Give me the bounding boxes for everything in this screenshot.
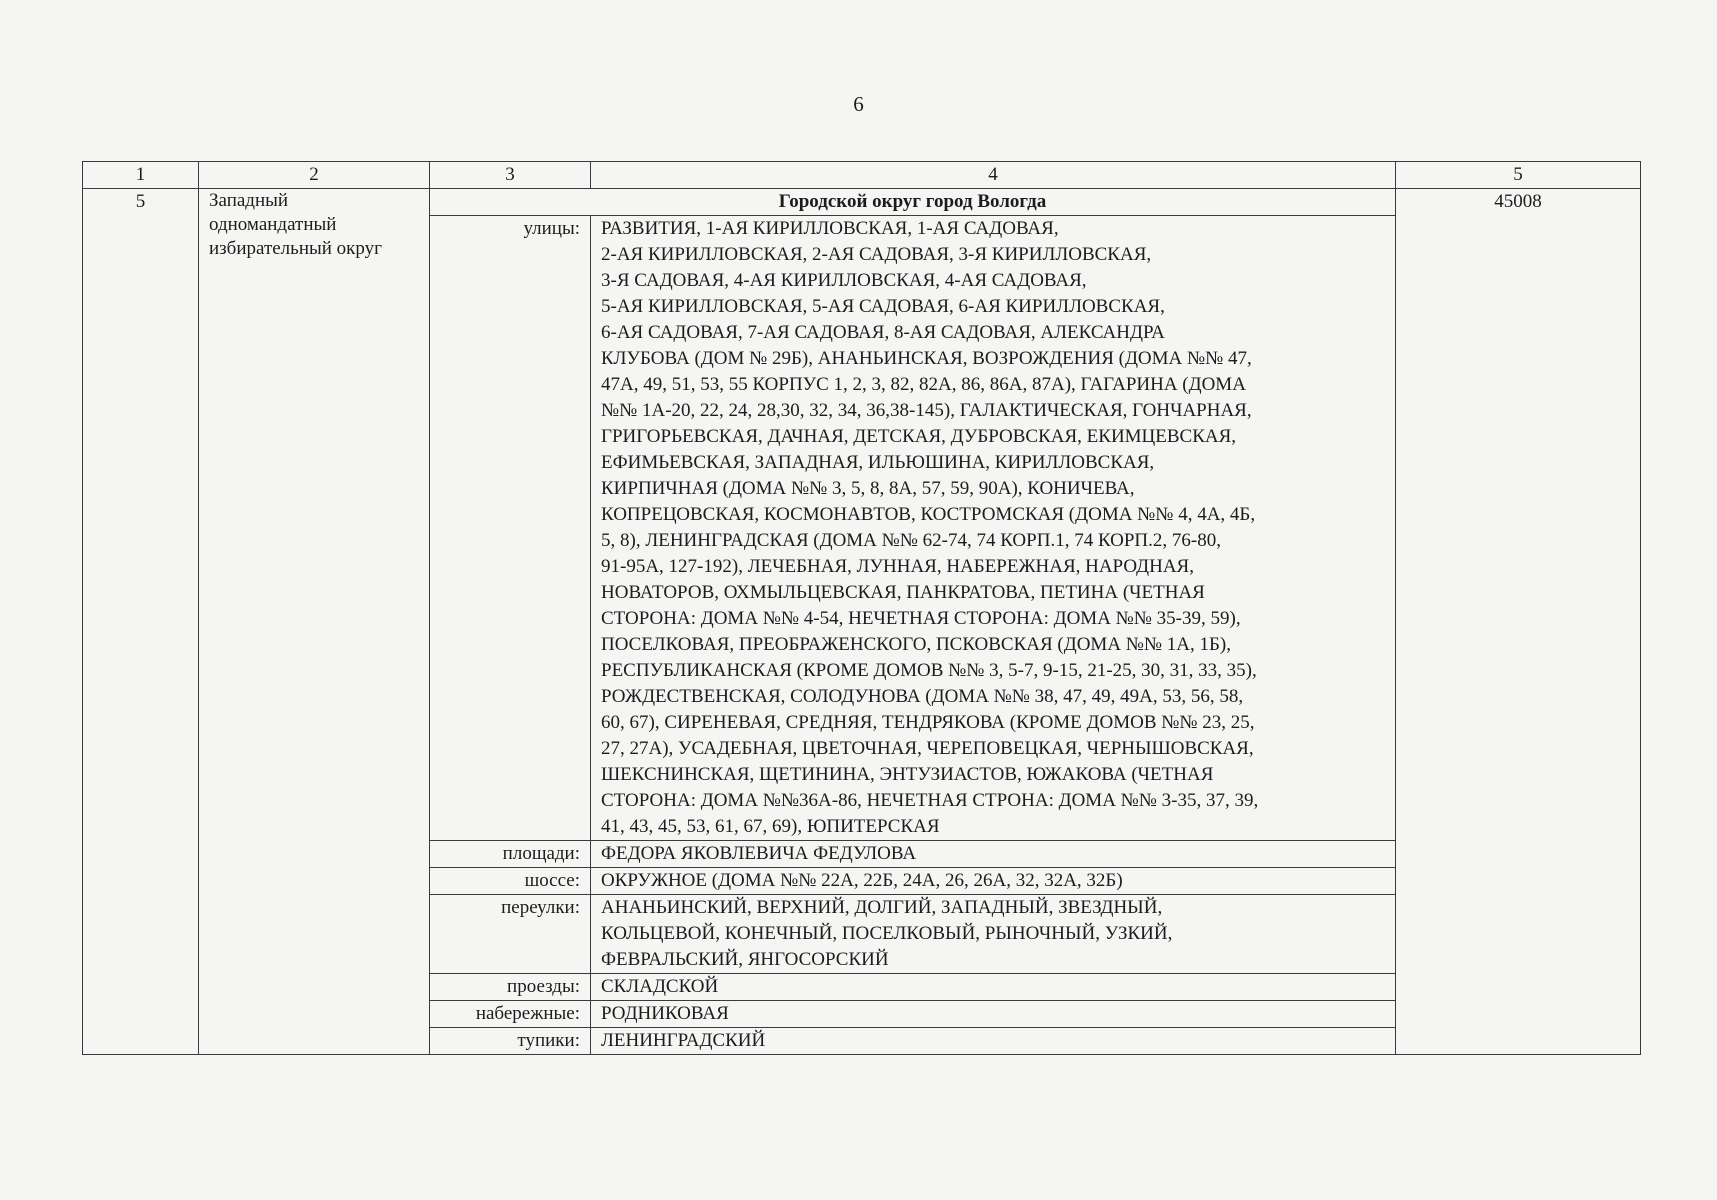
value-line: 91-95А, 127-192), ЛЕЧЕБНАЯ, ЛУННАЯ, НАБЕРЕЖНАЯ, НАРОДНАЯ, (601, 556, 1194, 577)
municipality-title: Городской округ город Вологда (430, 189, 1396, 216)
value-line: НОВАТОРОВ, ОХМЫЛЬЦЕВСКАЯ, ПАНКРАТОВА, ПЕТИНА (ЧЕТНАЯ (601, 582, 1205, 603)
value-line: ГРИГОРЬЕВСКАЯ, ДАЧНАЯ, ДЕТСКАЯ, ДУБРОВСКАЯ, ЕКИМЦЕВСКАЯ, (601, 426, 1237, 447)
value-line: РАЗВИТИЯ, 1-АЯ КИРИЛЛОВСКАЯ, 1-АЯ САДОВАЯ, (601, 218, 1059, 239)
value-line: СТОРОНА: ДОМА №№ 4-54, НЕЧЕТНАЯ СТОРОНА: ДОМА №№ 35-39, 59), (601, 608, 1241, 629)
column-header-1: 1 (83, 162, 199, 189)
value-line: ШЕКСНИНСКАЯ, ЩЕТИНИНА, ЭНТУЗИАСТОВ, ЮЖАКОВА (ЧЕТНАЯ (601, 764, 1214, 785)
value-line: РОЖДЕСТВЕНСКАЯ, СОЛОДУНОВА (ДОМА №№ 38, 47, 49, 49А, 53, 56, 58, (601, 686, 1244, 707)
value-line: КИРПИЧНАЯ (ДОМА №№ 3, 5, 8, 8А, 57, 59, 90А), КОНИЧЕВА, (601, 478, 1135, 499)
value-line: 5-АЯ КИРИЛЛОВСКАЯ, 5-АЯ САДОВАЯ, 6-АЯ КИРИЛЛОВСКАЯ, (601, 296, 1165, 317)
column-header-3: 3 (430, 162, 591, 189)
district-number: 5 (83, 189, 199, 1055)
category-values (591, 216, 1396, 841)
value-line: 47А, 49, 51, 53, 55 КОРПУС 1, 2, 3, 82, 82А, 86, 86А, 87А), ГАГАРИНА (ДОМА (601, 374, 1246, 395)
page-number: 6 (853, 92, 864, 116)
category-label: проезды: (430, 974, 591, 1001)
value-line: 5, 8), ЛЕНИНГРАДСКАЯ (ДОМА №№ 62-74, 74 КОРП.1, 74 КОРП.2, 76-80, (601, 530, 1221, 551)
column-header-4: 4 (591, 162, 1396, 189)
value-line: СКЛАДСКОЙ (601, 976, 719, 997)
category-label: переулки: (430, 895, 591, 974)
value-line: 2-АЯ КИРИЛЛОВСКАЯ, 2-АЯ САДОВАЯ, 3-Я КИРИЛЛОВСКАЯ, (601, 244, 1152, 265)
value-line: ОКРУЖНОЕ (ДОМА №№ 22А, 22Б, 24А, 26, 26А, 32, 32А, 32Б) (601, 870, 1123, 891)
value-line: КЛУБОВА (ДОМ № 29Б), АНАНЬИНСКАЯ, ВОЗРОЖДЕНИЯ (ДОМА №№ 47, (601, 348, 1252, 369)
value-line: №№ 1А-20, 22, 24, 28,30, 32, 34, 36,38-145), ГАЛАКТИЧЕСКАЯ, ГОНЧАРНАЯ, (601, 400, 1252, 421)
table-row (83, 189, 1641, 216)
value-line: РЕСПУБЛИКАНСКАЯ (КРОМЕ ДОМОВ №№ 3, 5-7, 9-15, 21-25, 30, 31, 33, 35), (601, 660, 1257, 681)
column-header-5: 5 (1396, 162, 1641, 189)
category-label: шоссе: (430, 868, 591, 895)
value-line: ФЕДОРА ЯКОВЛЕВИЧА ФЕДУЛОВА (601, 843, 917, 864)
category-label: площади: (430, 841, 591, 868)
value-line: 41, 43, 45, 53, 61, 67, 69), ЮПИТЕРСКАЯ (601, 816, 940, 837)
value-line: ФЕВРАЛЬСКИЙ, ЯНГОСОРСКИЙ (601, 949, 889, 970)
value-line: ПОСЕЛКОВАЯ, ПРЕОБРАЖЕНСКОГО, ПСКОВСКАЯ (ДОМА №№ 1А, 1Б), (601, 634, 1232, 655)
category-values (591, 868, 1396, 895)
category-values (591, 895, 1396, 974)
category-values (591, 1028, 1396, 1055)
value-line: АНАНЬИНСКИЙ, ВЕРХНИЙ, ДОЛГИЙ, ЗАПАДНЫЙ, ЗВЕЗДНЫЙ, (601, 897, 1163, 918)
category-label: улицы: (430, 216, 591, 841)
value-line: КОЛЬЦЕВОЙ, КОНЕЧНЫЙ, ПОСЕЛКОВЫЙ, РЫНОЧНЫЙ, УЗКИЙ, (601, 923, 1173, 944)
header-row (83, 162, 1641, 189)
category-values (591, 1001, 1396, 1028)
column-header-2: 2 (199, 162, 430, 189)
value-line: РОДНИКОВАЯ (601, 1003, 729, 1024)
category-label: набережные: (430, 1001, 591, 1028)
value-line: 3-Я САДОВАЯ, 4-АЯ КИРИЛЛОВСКАЯ, 4-АЯ САДОВАЯ, (601, 270, 1087, 291)
value-line: 27, 27А), УСАДЕБНАЯ, ЦВЕТОЧНАЯ, ЧЕРЕПОВЕЦКАЯ, ЧЕРНЫШОВСКАЯ, (601, 738, 1254, 759)
value-line: КОПРЕЦОВСКАЯ, КОСМОНАВТОВ, КОСТРОМСКАЯ (ДОМА №№ 4, 4А, 4Б, (601, 504, 1256, 525)
district-code: 45008 (1396, 189, 1641, 1055)
value-line: ЕФИМЬЕВСКАЯ, ЗАПАДНАЯ, ИЛЬЮШИНА, КИРИЛЛОВСКАЯ, (601, 452, 1155, 473)
district-table (82, 161, 1641, 1055)
value-line: СТОРОНА: ДОМА №№36А-86, НЕЧЕТНАЯ СТРОНА: ДОМА №№ 3-35, 37, 39, (601, 790, 1259, 811)
value-line: ЛЕНИНГРАДСКИЙ (601, 1030, 766, 1051)
value-line: 60, 67), СИРЕНЕВАЯ, СРЕДНЯЯ, ТЕНДРЯКОВА (КРОМЕ ДОМОВ №№ 23, 25, (601, 712, 1255, 733)
category-values (591, 841, 1396, 868)
category-label: тупики: (430, 1028, 591, 1055)
district-name: Западный одномандатный избирательный округ (199, 189, 430, 1055)
category-values (591, 974, 1396, 1001)
value-line: 6-АЯ САДОВАЯ, 7-АЯ САДОВАЯ, 8-АЯ САДОВАЯ, АЛЕКСАНДРА (601, 322, 1165, 343)
